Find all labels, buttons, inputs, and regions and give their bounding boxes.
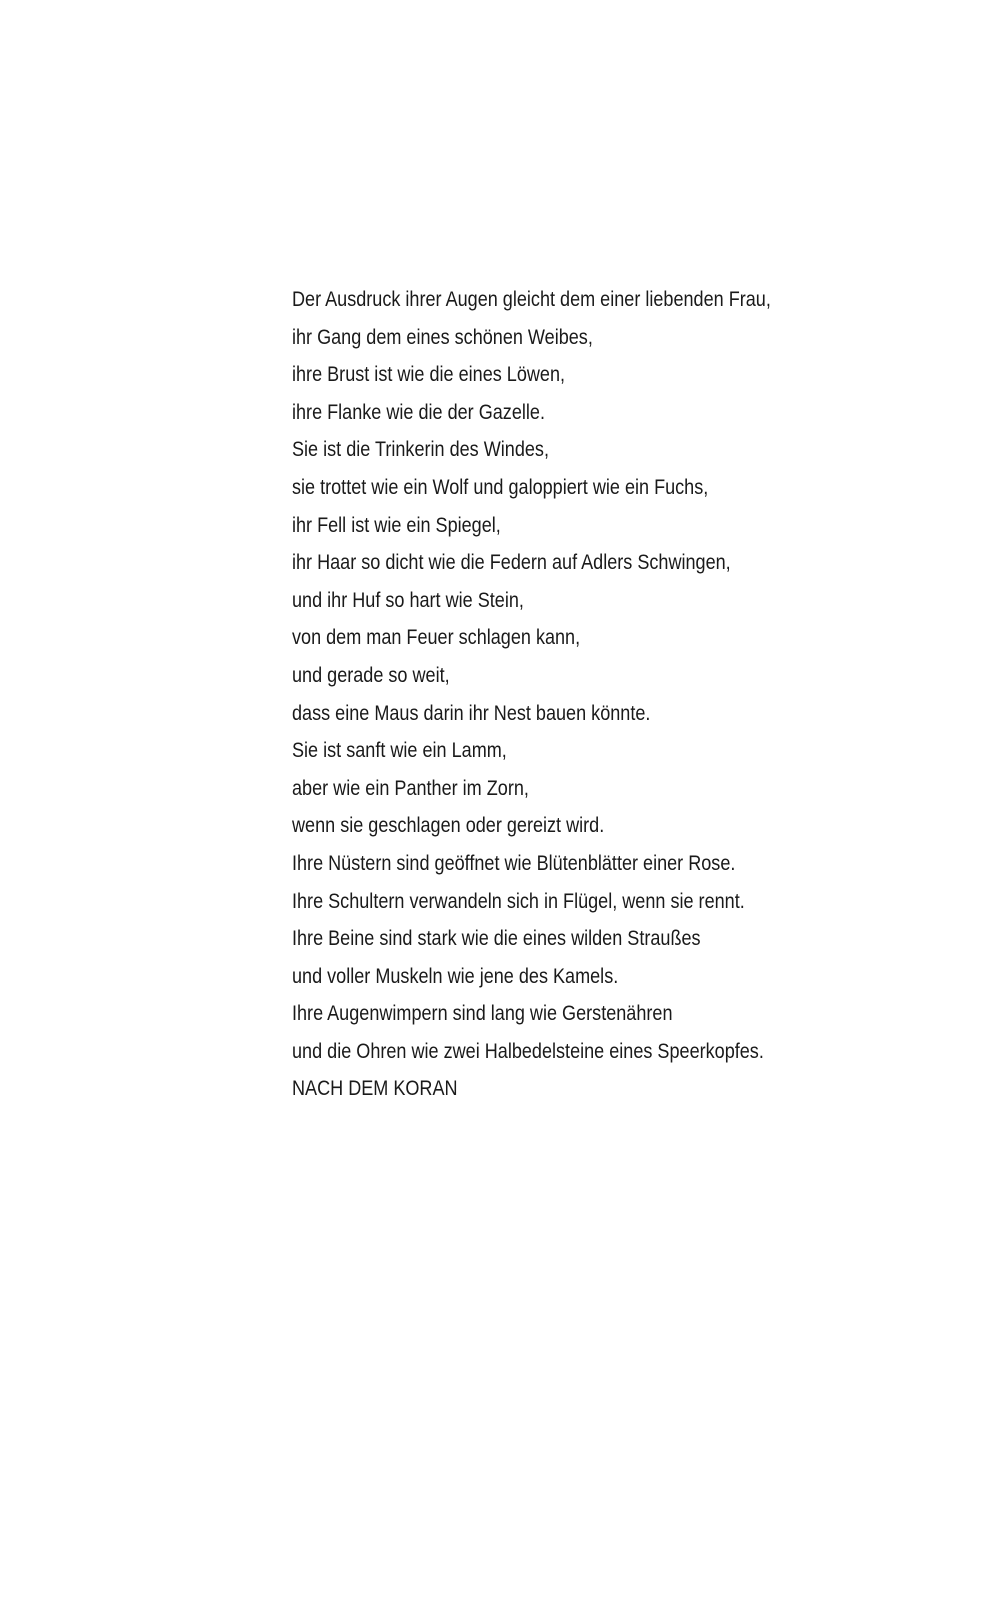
poem-line: ihre Flanke wie die der Gazelle.	[292, 400, 545, 424]
poem-line: Ihre Schultern verwandeln sich in Flügel, wenn sie rennt.	[292, 889, 745, 913]
poem-line: Ihre Beine sind stark wie die eines wilden Straußes	[292, 927, 701, 951]
poem-text	[292, 281, 842, 1108]
poem-line: ihr Fell ist wie ein Spiegel,	[292, 513, 501, 537]
poem-line: ihr Gang dem eines schönen Weibes,	[292, 325, 593, 349]
poem-line: und ihr Huf so hart wie Stein,	[292, 588, 524, 612]
poem-line: dass eine Maus darin ihr Nest bauen könnte.	[292, 701, 651, 725]
poem-line: und gerade so weit,	[292, 663, 450, 687]
poem-line: Ihre Nüstern sind geöffnet wie Blütenblätter einer Rose.	[292, 851, 736, 875]
poem-line: von dem man Feuer schlagen kann,	[292, 626, 581, 650]
poem-line: sie trottet wie ein Wolf und galoppiert wie ein Fuchs,	[292, 475, 709, 499]
poem-line: Ihre Augenwimpern sind lang wie Gerstenähren	[292, 1002, 673, 1026]
poem-line: wenn sie geschlagen oder gereizt wird.	[292, 814, 605, 838]
poem-line: und voller Muskeln wie jene des Kamels.	[292, 964, 619, 988]
poem-line: ihr Haar so dicht wie die Federn auf Adlers Schwingen,	[292, 551, 731, 575]
poem-line: und die Ohren wie zwei Halbedelsteine eines Speerkopfes.	[292, 1039, 764, 1063]
poem-line: Der Ausdruck ihrer Augen gleicht dem einer liebenden Frau,	[292, 288, 771, 311]
poem-line: aber wie ein Panther im Zorn,	[292, 776, 529, 800]
poem-line: Sie ist sanft wie ein Lamm,	[292, 739, 507, 763]
poem-line: Sie ist die Trinkerin des Windes,	[292, 438, 549, 462]
poem-attribution: NACH DEM KORAN	[292, 1077, 458, 1101]
poem-line: ihre Brust ist wie die eines Löwen,	[292, 363, 566, 387]
